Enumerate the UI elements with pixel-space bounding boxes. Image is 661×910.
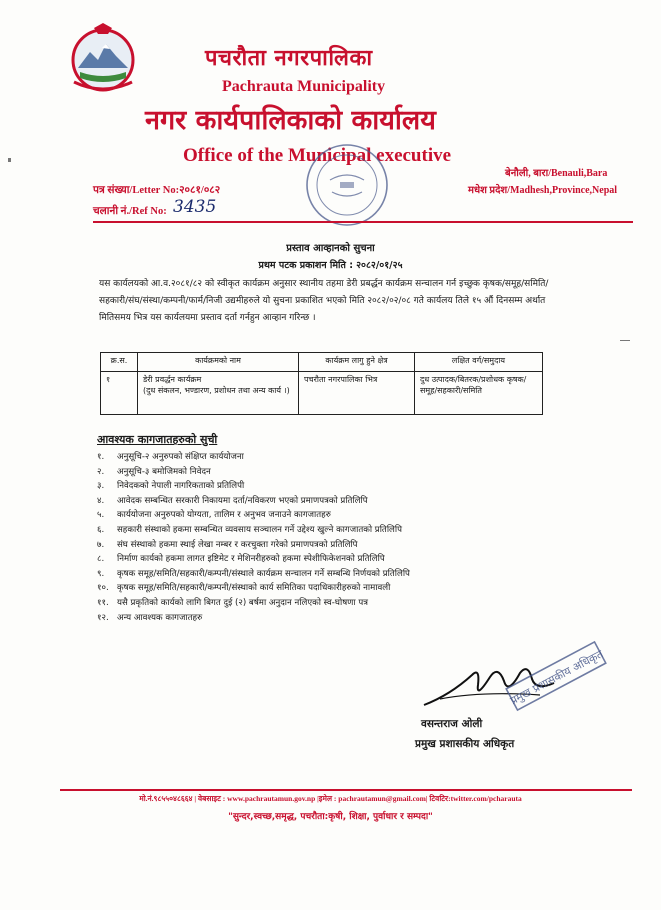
municipality-name-english: Pachrauta Municipality — [222, 78, 386, 95]
notice-title: प्रस्ताव आव्हानको सुचना — [286, 243, 375, 254]
designation-stamp-icon — [500, 640, 612, 712]
list-item: १२. अन्य आवश्यक कागजातहरु — [97, 612, 203, 623]
table-header: लक्षित वर्ग/समुदाय — [415, 353, 543, 372]
documents-heading: आवश्यक कागजातहरुको सुची — [97, 433, 218, 446]
program-name-line1: डेरी प्रवर्द्धन कार्यक्रम — [143, 375, 202, 384]
list-item: २. अनुसूचि-३ बमोजिमको निवेदन — [97, 466, 211, 477]
municipality-name-nepali: पचरौता नगरपालिका — [205, 46, 373, 71]
row-program-name — [138, 372, 299, 415]
address-line-1: बेनौली, बारा/Benauli,Bara — [505, 168, 608, 179]
row-program-area: पचरौता नगरपालिका भित्र — [299, 372, 415, 415]
row-target-group: दुध उत्पादक/बितरक/प्रशोधक कृषक/समूह/सहकारी/समिति — [415, 372, 543, 415]
notice-publish-date — [0, 258, 661, 271]
row-serial: १ — [101, 372, 138, 415]
program-name-line2: (दुध संकलन, भण्डारण, प्रशोधन तथा अन्य कार्य ।) — [143, 386, 290, 395]
office-name-nepali: नगर कार्यपालिकाको कार्यालय — [145, 105, 436, 136]
table-header-row — [101, 353, 543, 372]
list-item: ४. आवेदक सम्बन्धित सरकारी निकायमा दर्ता/नविकरण भएको प्रमाणपत्रको प्रतिलिपि — [97, 495, 368, 506]
publish-date-value: २०८२/०१/२५ — [356, 260, 403, 271]
table-header: कार्यक्रमको नाम — [138, 353, 299, 372]
footer-contact: मो.नं.९८५५०४८६६४ | वेबसाइट : www.pachrautamun.gov.np |इमेल : pachrautamun@gmail.com| टिवटिर:twitter.com/pcharauta — [139, 794, 522, 803]
office-name-english: Office of the Municipal executive — [183, 145, 452, 166]
documents-list — [97, 450, 557, 625]
signatory-name: वसन्तराज ओली — [421, 718, 483, 730]
scan-mark — [8, 158, 11, 162]
list-item: १०. कृषक समूह/समिति/सहकारी/कम्पनी/संस्थाको कार्य समितिका पदाधिकारीहरुको नामावली — [97, 583, 391, 594]
reference-number-label: चलानी नं./Ref No: — [93, 206, 167, 217]
publish-date-label: प्रथम पटक प्रकाशन मिति : — [258, 260, 354, 271]
table-header: कार्यक्रम लागु हुने क्षेत्र — [299, 353, 415, 372]
office-stamp-icon — [292, 140, 402, 230]
list-item: १. अनुसूचि-२ अनुरुपको संक्षिप्त कार्ययोजना — [97, 452, 244, 462]
scan-mark — [620, 340, 630, 341]
list-item: ५. कार्ययोजना अनुरुपको योग्यता, तालिम र अनुभव जनाउने कागजातहरु — [97, 510, 331, 521]
address-line-2: मधेश प्रदेश/Madhesh,Province,Nepal — [468, 185, 618, 196]
program-table — [100, 352, 543, 415]
list-item: ११. यसै प्रकृतिको कार्यको लागि बिगत दुई (२) बर्षमा अनुदान नलिएको स्व-घोषणा पत्र — [97, 597, 368, 608]
nepal-emblem-icon — [68, 22, 138, 94]
table-header: क्र.स. — [101, 353, 138, 372]
list-item: ३. निवेदकको नेपाली नागरिकताको प्रतिलिपी — [97, 481, 245, 492]
table-row — [101, 372, 543, 415]
footer-divider — [60, 789, 632, 791]
list-item: ८. निर्माण कार्यको हकमा लागत इष्टिमेट र मेशिनरीहरुको हकमा स्पेशीफिकेशनको प्रतिलिपि — [97, 554, 385, 565]
reference-number-value: 3435 — [173, 197, 217, 217]
list-item: ६. सहकारी संस्थाको हकमा सम्बन्धित व्यवसाय सञ्चालन गर्ने उद्देश्य खुल्ने कागजातको प्रतिलिपि — [97, 524, 402, 535]
letter-number: पत्र संख्या/Letter No:२०८१/०८२ — [93, 185, 221, 196]
list-item: ९. कृषक समूह/समिति/सहकारी/कम्पनी/संस्थाले कार्यक्रम सन्चालन गर्ने सम्बन्धि निर्णयको प्रतिलिपि — [97, 568, 410, 579]
signatory-title: प्रमुख प्रशासकीय अधिकृत — [415, 738, 515, 750]
footer-slogan: "सुन्दर,स्वच्छ,समृद्ध, पचरौता:कृषी, शिक्षा, पुर्वाधार र सम्पदा" — [228, 812, 433, 822]
header-divider — [93, 221, 633, 223]
stamp-text: प्रमुख प्रशासकीय अधिकृत — [508, 647, 606, 708]
list-item: ७. संघ संस्थाको हकमा स्थाई लेखा नम्बर र करचुक्ता गरेको प्रमाणपत्रको प्रतिलिपि — [97, 539, 358, 550]
notice-body: यस कार्यलयको आ.व.२०८१/८२ को स्वीकृत कार्यक्रम अनुसार स्थानीय तहमा डेरी प्रबर्द्धन कार्यक्रम सन्चालन गर्न इच्छुक कृषक/समूह/समिति/सहकारी/संघ/संस्था/कम्पनी/फार्म/निजी उद्यमीहरुले यो सुचना प्रकाशित भएको मिति २०८२/०२/०८ गते कार्यलय तिले १५ औं दिनसम्म अर्थात मितिसमय भित्र यस कार्यलयमा प्रस्ताव दर्ता गर्नहुन आव्हान गरिन्छ । — [99, 279, 549, 323]
